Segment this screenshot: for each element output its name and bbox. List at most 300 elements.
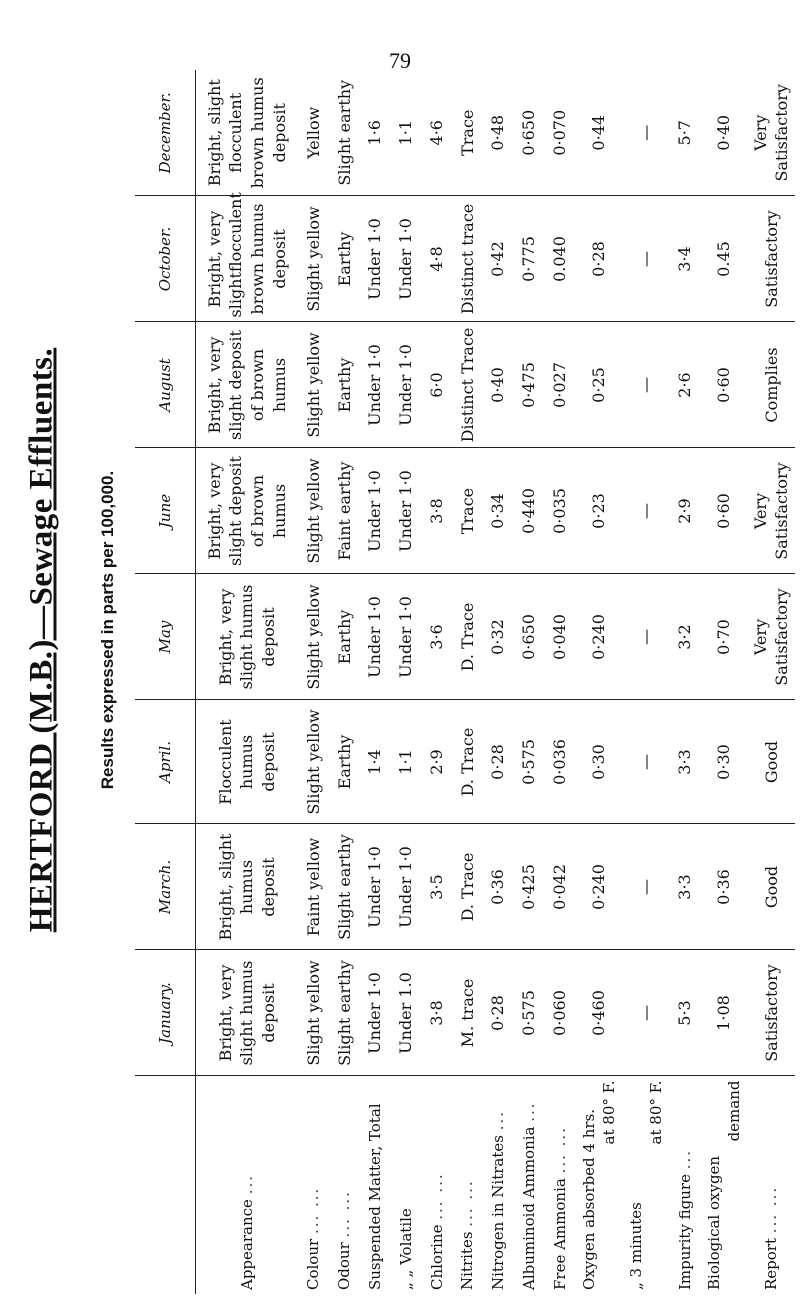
cell-text: 0·28: [488, 995, 508, 1031]
leader-dots: ... ...: [458, 1179, 477, 1227]
cell-text: Slight yellow: [303, 206, 323, 312]
table-cell: [670, 700, 701, 824]
table-cell: [544, 700, 575, 824]
cell-text: Distinct trace: [457, 203, 477, 315]
table-cell: [700, 70, 747, 196]
cell-text: —: [636, 1005, 656, 1021]
table-cell: [360, 574, 391, 700]
table-cell: [575, 322, 622, 448]
results-table-frame: [135, 70, 795, 1294]
cell-text: Under 1·0: [365, 596, 385, 678]
cell-text: deposit: [269, 229, 289, 289]
table-cell: [196, 448, 299, 574]
cell-text: slight humus: [237, 584, 257, 690]
table-row: [748, 70, 795, 1294]
cell-text: 0·30: [588, 744, 608, 780]
row-label-continuation: demand: [725, 1080, 743, 1142]
table-cell: [622, 950, 669, 1076]
cell-text: Earthy: [334, 357, 354, 413]
row-label: [748, 1076, 795, 1294]
table-row: [622, 70, 669, 1294]
cell-text: Bright, slight: [204, 79, 224, 187]
table-cell: [544, 322, 575, 448]
cell-text: 1·6: [365, 120, 385, 146]
cell-text: 1·1: [396, 120, 416, 146]
cell-text: Earthy: [334, 734, 354, 790]
table-cell: [196, 950, 299, 1076]
cell-text: Under 1·0: [396, 344, 416, 426]
table-cell: [622, 196, 669, 322]
table-body: [196, 70, 796, 1294]
cell-text: 5·7: [675, 120, 695, 146]
row-label-continuation: at 80° F.: [647, 1080, 665, 1145]
table-cell: [298, 322, 329, 448]
cell-text: Faint earthy: [334, 461, 354, 561]
row-label-text: Nitrogen in Nitrates: [489, 1135, 508, 1290]
table-cell: [575, 700, 622, 824]
cell-text: 0·25: [588, 367, 608, 403]
stub-header: [135, 1076, 196, 1294]
cell-text: 3·3: [675, 874, 695, 900]
cell-text: Slight yellow: [303, 332, 323, 438]
row-label-text: Odour: [335, 1242, 354, 1290]
table-cell: [748, 950, 795, 1076]
cell-text: Faint yellow: [303, 837, 323, 937]
cell-text: 0·36: [488, 869, 508, 905]
month-header: March.: [135, 824, 196, 950]
table-cell: [452, 322, 483, 448]
table-cell: [360, 322, 391, 448]
results-table: [135, 70, 795, 1294]
table-cell: [544, 70, 575, 196]
cell-text: D. Trace: [457, 602, 477, 672]
row-label-text: „ 3 minutes: [626, 1202, 645, 1290]
cell-text: Satisfactory: [761, 210, 781, 308]
cell-text: Bright, very: [215, 964, 235, 1062]
table-cell: [298, 700, 329, 824]
month-header: April.: [135, 700, 196, 824]
row-label-text: Suspended Matter, Total: [365, 1103, 384, 1290]
cell-text: —: [636, 754, 656, 770]
cell-text: 0·070: [549, 109, 569, 156]
table-cell: [329, 574, 360, 700]
cell-text: 0·475: [519, 362, 539, 408]
month-header: December.: [135, 70, 196, 196]
cell-text: Bright, very: [204, 210, 224, 308]
table-cell: [196, 700, 299, 824]
table-row: [575, 70, 622, 1294]
table-row: [514, 70, 545, 1294]
cell-text: Bright, very: [204, 462, 224, 560]
cell-text: 0·34: [488, 493, 508, 529]
table-cell: [700, 574, 747, 700]
table-cell: [483, 950, 514, 1076]
table-cell: [390, 196, 421, 322]
cell-text: Under 1·0: [365, 344, 385, 426]
table-cell: [544, 448, 575, 574]
cell-text: 0·48: [488, 114, 508, 151]
table-cell: [452, 574, 483, 700]
cell-text: Good: [761, 865, 781, 909]
table-cell: [700, 700, 747, 824]
row-label-text: Free Ammonia: [550, 1178, 569, 1290]
cell-text: 0·240: [588, 614, 608, 660]
table-cell: [483, 70, 514, 196]
leader-dots: ... ...: [762, 1185, 781, 1234]
table-cell: [514, 574, 545, 700]
cell-text: 0·036: [549, 739, 569, 785]
table-cell: [452, 700, 483, 824]
table-cell: [298, 70, 329, 196]
cell-text: 4·6: [426, 120, 446, 146]
cell-text: Under 1·0: [396, 470, 416, 552]
cell-text: Satisfactory: [772, 588, 792, 686]
cell-text: of brown: [248, 474, 268, 548]
cell-text: 0·36: [714, 869, 734, 905]
row-label-text: Appearance: [237, 1199, 256, 1290]
cell-text: 0·70: [714, 619, 734, 655]
row-label: [421, 1076, 452, 1294]
cell-text: 0·60: [714, 367, 734, 403]
month-header: October.: [135, 196, 196, 322]
cell-text: 2·9: [675, 498, 695, 524]
table-cell: [700, 950, 747, 1076]
cell-text: Satisfactory: [772, 462, 792, 560]
row-label-continuation: at 80° F.: [599, 1080, 618, 1145]
table-cell: [622, 574, 669, 700]
cell-text: 3·4: [675, 246, 695, 272]
cell-text: 0·042: [549, 864, 569, 910]
table-cell: [360, 448, 391, 574]
cell-text: flocculent: [226, 92, 246, 173]
table-cell: [196, 574, 299, 700]
table-cell: [360, 824, 391, 950]
leader-dots: ...: [675, 1148, 694, 1170]
leader-dots: ...: [519, 1101, 538, 1122]
table-row: [298, 70, 329, 1294]
table-cell: [452, 950, 483, 1076]
table-cell: [670, 70, 701, 196]
table-cell: [196, 70, 299, 196]
month-header: August: [135, 322, 196, 448]
leader-dots: ... ...: [427, 1172, 446, 1220]
cell-text: slight deposit: [226, 456, 246, 566]
table-cell: [298, 448, 329, 574]
cell-text: D. Trace: [457, 727, 477, 797]
table-cell: [390, 322, 421, 448]
cell-text: of brown: [248, 348, 268, 422]
table-cell: [390, 448, 421, 574]
table-cell: [421, 574, 452, 700]
row-label: [670, 1076, 701, 1294]
table-cell: [298, 196, 329, 322]
month-header: May: [135, 574, 196, 700]
cell-text: Good: [761, 740, 781, 784]
cell-text: 0·32: [488, 619, 508, 655]
row-label: [575, 1076, 622, 1294]
table-cell: [748, 574, 795, 700]
cell-text: Slight earthy: [334, 960, 354, 1066]
cell-text: Very: [750, 618, 770, 656]
table-cell: [483, 574, 514, 700]
cell-text: Earthy: [334, 231, 354, 287]
page-title-text: HERTFORD (M.B.)—Sewage Effluents.: [23, 347, 60, 933]
row-label: [452, 1076, 483, 1294]
table-cell: [622, 322, 669, 448]
table-cell: [483, 700, 514, 824]
cell-text: 1·4: [365, 749, 385, 775]
table-row: [390, 70, 421, 1294]
cell-text: 3·3: [675, 749, 695, 775]
cell-text: 0·440: [519, 488, 539, 534]
cell-text: Flocculent: [215, 719, 235, 805]
cell-text: 3·2: [675, 624, 695, 650]
cell-text: 0·60: [714, 493, 734, 529]
table-cell: [748, 196, 795, 322]
cell-text: deposit: [269, 103, 289, 163]
table-cell: [329, 196, 360, 322]
table-cell: [329, 824, 360, 950]
cell-text: Yellow: [303, 106, 323, 159]
cell-text: Slight yellow: [303, 709, 323, 815]
table-cell: [329, 70, 360, 196]
cell-text: Trace: [457, 487, 477, 535]
cell-text: —: [636, 377, 656, 393]
page-number: 79: [389, 48, 411, 73]
cell-text: Slight yellow: [303, 960, 323, 1066]
cell-text: 2·9: [426, 749, 446, 775]
cell-text: humus: [269, 357, 289, 413]
cell-text: 0·23: [588, 493, 608, 529]
table-row: [452, 70, 483, 1294]
cell-text: M. trace: [457, 978, 477, 1048]
header-row: [135, 70, 196, 1294]
cell-text: 0.45: [714, 241, 734, 277]
cell-text: Bright, slight: [215, 833, 235, 941]
table-cell: [483, 448, 514, 574]
table-cell: [700, 196, 747, 322]
row-label-text: Oxygen absorbed 4 hrs.: [579, 1108, 598, 1290]
row-label: [514, 1076, 545, 1294]
cell-text: 4·8: [426, 246, 446, 272]
table-cell: [544, 196, 575, 322]
cell-text: Under 1·0: [365, 846, 385, 928]
table-cell: [329, 448, 360, 574]
table-cell: [514, 950, 545, 1076]
row-label: [700, 1076, 747, 1294]
table-cell: [483, 196, 514, 322]
cell-text: 0·035: [549, 488, 569, 534]
row-label: [622, 1076, 669, 1294]
table-row: [544, 70, 575, 1294]
cell-text: 3·6: [426, 624, 446, 650]
table-row: [483, 70, 514, 1294]
table-cell: [544, 574, 575, 700]
table-cell: [575, 196, 622, 322]
row-label-text: Chlorine: [427, 1224, 446, 1290]
cell-text: 0·44: [588, 114, 608, 151]
table-cell: [298, 950, 329, 1076]
table-cell: [575, 574, 622, 700]
cell-text: deposit: [258, 983, 278, 1043]
cell-text: 0·575: [519, 739, 539, 785]
leader-dots: ... ...: [304, 1186, 323, 1235]
cell-text: Under 1.0: [396, 972, 416, 1054]
table-cell: [575, 70, 622, 196]
table-cell: [514, 448, 545, 574]
table-row: [700, 70, 747, 1294]
cell-text: slight humus: [237, 960, 257, 1066]
cell-text: 0·240: [588, 864, 608, 910]
table-row: [196, 70, 299, 1294]
cell-text: 0·28: [588, 241, 608, 277]
row-label-text: Biological oxygen: [704, 1155, 723, 1290]
row-label-text: Colour: [304, 1238, 323, 1290]
cell-text: slight deposit: [226, 330, 246, 440]
table-cell: [298, 574, 329, 700]
cell-text: 5·3: [675, 1000, 695, 1026]
cell-text: —: [636, 879, 656, 895]
table-cell: [421, 70, 452, 196]
table-cell: [670, 574, 701, 700]
cell-text: Bright, very: [204, 336, 224, 434]
cell-text: 0.040: [549, 236, 569, 282]
cell-text: 0·460: [588, 990, 608, 1036]
cell-text: —: [636, 629, 656, 645]
table-cell: [575, 824, 622, 950]
table-row: [421, 70, 452, 1294]
table-cell: [575, 950, 622, 1076]
table-cell: [421, 448, 452, 574]
table-cell: [360, 70, 391, 196]
table-cell: [544, 824, 575, 950]
table-cell: [670, 824, 701, 950]
table-row: [360, 70, 391, 1294]
table-cell: [390, 950, 421, 1076]
table-cell: [622, 448, 669, 574]
table-cell: [483, 322, 514, 448]
cell-text: Slight yellow: [303, 584, 323, 690]
cell-text: 3·8: [426, 1000, 446, 1026]
leader-dots: ...: [237, 1173, 256, 1195]
table-cell: [748, 824, 795, 950]
row-label: [298, 1076, 329, 1294]
cell-text: 1·1: [396, 749, 416, 775]
cell-text: 3·8: [426, 498, 446, 524]
table-cell: [390, 574, 421, 700]
cell-text: 0·775: [519, 236, 539, 282]
table-cell: [390, 70, 421, 196]
table-cell: [575, 448, 622, 574]
table-cell: [421, 700, 452, 824]
cell-text: Slight yellow: [303, 458, 323, 564]
cell-text: Slight earthy: [334, 834, 354, 940]
row-label: [544, 1076, 575, 1294]
table-cell: [514, 824, 545, 950]
cell-text: 0·650: [519, 614, 539, 660]
table-cell: [360, 196, 391, 322]
table-cell: [452, 448, 483, 574]
cell-text: Under 1·0: [396, 596, 416, 678]
table-cell: [514, 196, 545, 322]
month-header: June: [135, 448, 196, 574]
cell-text: 0·40: [488, 367, 508, 403]
cell-text: D. Trace: [457, 852, 477, 922]
row-label: [196, 1076, 299, 1294]
table-cell: [700, 322, 747, 448]
cell-text: 3·5: [426, 874, 446, 900]
table-cell: [298, 824, 329, 950]
row-label: [483, 1076, 514, 1294]
cell-text: Satisfactory: [772, 84, 792, 182]
cell-text: 0·575: [519, 990, 539, 1036]
table-caption-text: Results expressed in parts per 100,000.: [98, 470, 117, 790]
table-cell: [700, 824, 747, 950]
cell-text: 0·425: [519, 864, 539, 910]
cell-text: brown humus: [248, 77, 268, 189]
leader-dots: ... ...: [335, 1190, 354, 1238]
cell-text: Distinct Trace: [457, 327, 477, 443]
table-cell: [196, 824, 299, 950]
row-label: [390, 1076, 421, 1294]
cell-text: 0·28: [488, 744, 508, 780]
cell-text: 0·30: [714, 744, 734, 780]
cell-text: Very: [750, 114, 770, 151]
table-cell: [452, 824, 483, 950]
leader-dots: ...: [489, 1109, 508, 1131]
table-cell: [544, 950, 575, 1076]
table-cell: [390, 700, 421, 824]
cell-text: 2·6: [675, 372, 695, 398]
cell-text: Under 1·0: [365, 972, 385, 1054]
row-label-text: Nitrites: [458, 1231, 477, 1290]
row-label: [329, 1076, 360, 1294]
table-cell: [421, 950, 452, 1076]
cell-text: slightflocculent: [226, 192, 246, 318]
cell-text: Earthy: [334, 609, 354, 665]
table-cell: [390, 824, 421, 950]
table-cell: [514, 322, 545, 448]
leader-dots: ... ...: [550, 1126, 569, 1174]
table-cell: [514, 700, 545, 824]
cell-text: humus deposit: [237, 732, 278, 792]
table-cell: [514, 70, 545, 196]
table-cell: [700, 448, 747, 574]
month-header: January.: [135, 950, 196, 1076]
row-label-text: Albuminoid Ammonia: [519, 1126, 538, 1290]
cell-text: 0·650: [519, 109, 539, 156]
table-cell: [421, 824, 452, 950]
row-label-text: Impurity figure: [675, 1174, 694, 1290]
cell-text: Under 1·0: [396, 218, 416, 300]
cell-text: Trace: [457, 109, 477, 156]
table-cell: [329, 950, 360, 1076]
cell-text: 1·08: [714, 995, 734, 1031]
cell-text: 0·060: [549, 990, 569, 1036]
cell-text: 0·040: [549, 614, 569, 660]
cell-text: —: [636, 251, 656, 267]
table-row: [670, 70, 701, 1294]
table-cell: [483, 824, 514, 950]
cell-text: Under 1·0: [365, 218, 385, 300]
table-cell: [670, 196, 701, 322]
table-cell: [748, 448, 795, 574]
table-cell: [329, 322, 360, 448]
table-cell: [622, 824, 669, 950]
cell-text: Satisfactory: [761, 964, 781, 1062]
cell-text: —: [636, 124, 656, 141]
table-cell: [670, 322, 701, 448]
